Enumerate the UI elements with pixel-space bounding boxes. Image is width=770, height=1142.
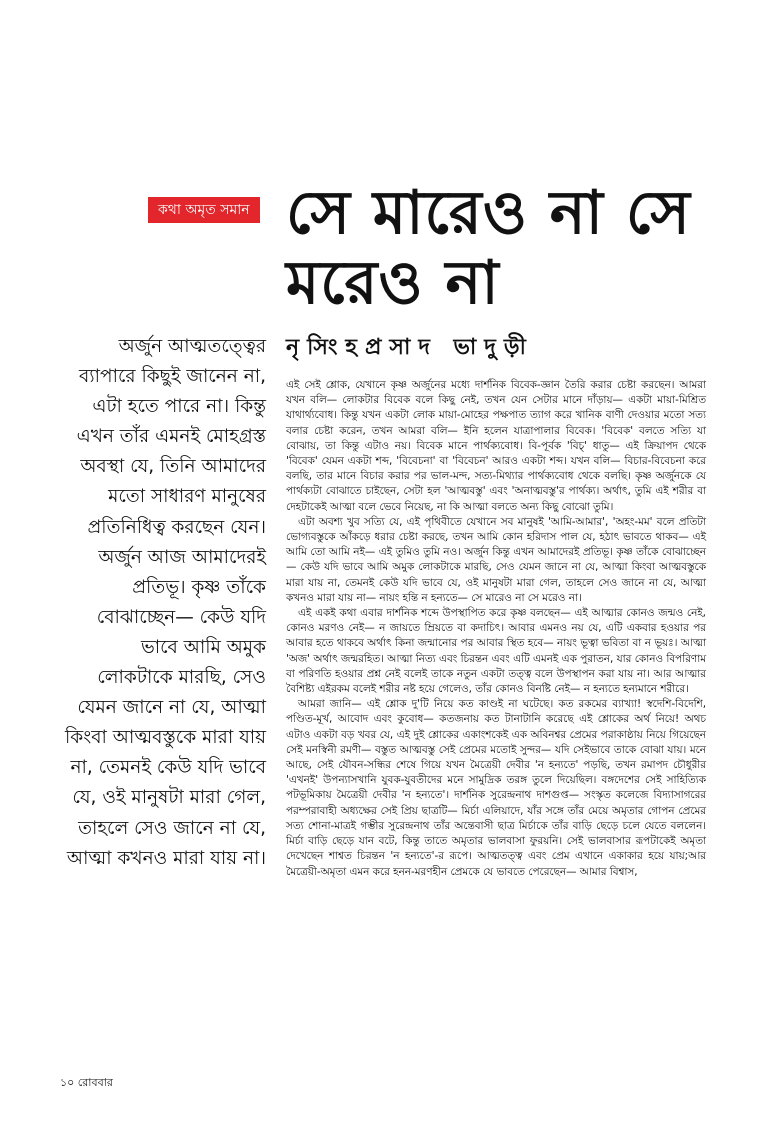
- headline: [286, 178, 746, 318]
- body-paragraph: আমরা জানি— এই শ্লোক দু'টি নিয়ে কত কাণ্ডই না ঘটেছে। কত রকমের ব্যাখ্যা! স্বদেশি-বিদেশি, পণ্ডিত-মূর্খ, আবোদ এবং কুবোধ— কতজনায় কত টানাটানি করেছে এই শ্লোকের অর্থ নিয়ে! অথচ এটাও একটা বড় খবর যে, এই দুই শ্লোকের একাংশকেই এক অবিনশ্বর প্রেমের পরাকাষ্ঠায় নিয়ে গিয়েছেন সেই মনস্বিনী রমণী— বস্তুত আত্মবস্তু সেই প্রেমের মতোই সুন্দর— যদি সেইভাবে তাকে বোঝা যায়। মনে আছে, সেই যৌবন-সন্ধির শেষে গিয়ে যখন মৈত্রেয়ী দেবীর 'ন হন্যতে' পড়ছি, তখন রমাপদ চৌধুরীর 'এখনই' উপন্যাসখানি যুবক-যুবতীদের মনে সামুদ্রিক তরঙ্গ তুলে দিয়েছিল। বঙ্গদেশের সেই সাহিত্যিক পটভূমিকায় মৈত্রেয়ী দেবীর 'ন হন্যতে'। দার্শনিক সুরেন্দ্রনাথ দাশগুপ্ত— সংস্কৃত কলেজে বিদ্যাসাগরের পরম্পরাবাহী অধ্যক্ষের সেই প্রিয় ছাত্রটি— মির্চা এলিয়াদে, যাঁর সঙ্গে তাঁর মেয়ে অমৃতার গোপন প্রেমের সত্য শোনা-মাত্রই গম্ভীর সুরেন্দ্রনাথ তাঁর অন্তেবাসী ছাত্র মির্চাকে তাঁর বাড়ি ছেড়ে চলে যেতে বললেন। মির্চা বাড়ি ছেড়ে যান বটে, কিন্তু তাতে অমৃতার ভালবাসা ফুরয়নি। সেই ভালবাসার রূপটাকেই অমৃতা দেখেছেন শাশ্বত চিরন্তন 'ন হন্যতে'-র রূপে। আত্মতত্ত্ব এবং প্রেম এখানে একাকার হয়ে যায়;আর মৈত্রেয়ী-অমৃতা এমন করে হনন-মরণহীন প্রেমকে যে ভাবতে পেরেছেন— আমার বিশ্বাস,: [286, 698, 706, 878]
- pull-quote: অর্জুন আত্মতত্ত্বের ব্যাপারে কিছুই জানেন না, এটা হতে পারে না। কিন্তু এখন তাঁর এমনই মোহগ্রস্ত অবস্থা যে, তিনি আমাদের মতো সাধারণ মানুষের প্রতিনিধিত্ব করছেন যেন। অর্জুন আজ আমাদেরই প্রতিভূ। কৃষ্ণ তাঁকে বোঝাচ্ছেন— কেউ যদি ভাবে আমি অমুক লোকটাকে মারছি, সেও যেমন জানে না যে, আত্মা কিংবা আত্মবস্তুকে মারা যায় না, তেমনই কেউ যদি ভাবে যে, ওই মানুষটা মারা গেল, তাহলে সেও জানে না যে, আত্মা কখনও মারা যায় না।: [65, 336, 266, 869]
- section-tag: কথা অমৃত সমান: [148, 197, 260, 223]
- headline-line-1: সে মারেও না সে: [286, 178, 691, 248]
- author-byline: নৃসিংহপ্রসাদ ভাদুড়ী: [286, 335, 534, 360]
- body-paragraph: এই একই কথা এবার দার্শনিক শব্দে উপস্থাপিত করে কৃষ্ণ বলছেন— এই আত্মার কোনও জন্মও নেই, কোনও মরণও নেই— ন জায়তে ম্রিয়তে বা কদাচিৎ। আবার এমনও নয় যে, এটি একবার হওয়ার পর আবার হতে থাকবে অর্থাৎ কিনা জন্মানোর পর আবার স্থিত হবে— নায়ং ভূত্বা ভবিতা বা ন ভূয়ঃ। আত্মা 'অজ' অর্থাৎ জন্মরহিত। আত্মা নিত্য এবং চিরন্তন এবং এটি এমনই এক পুরাতন, যার কোনও বিপরিণাম বা পরিণতি হওয়ার প্রশ্ন নেই বলেই তাকে নতুন একটা তত্ত্ব বলে উপস্থাপন করা যায় না। আর আত্মার বৈশিষ্ট্য এইরকম বলেই শরীর নষ্ট হয়ে গেলেও, তাঁর কোনও বিনষ্টি নেই— ন হন্যতে হন্যমানে শরীরে।: [286, 607, 706, 696]
- headline-line-2: মরেও না: [286, 248, 500, 318]
- page-folio: ১০ রোববার: [60, 1076, 113, 1089]
- body-paragraph: এটা অবশ্য খুব সত্যি যে, এই পৃথিবীতে যেখানে সব মানুষই 'আমি-আমার', 'অহং-মম' বলে প্রতিটা ভোগ্যবস্তুকে আঁকড়ে ধরার চেষ্টা করছে, তখন আমি কোন হরিদাস পাল যে, হঠাৎ ভাবতে থাকব— এই আমি তো আমি নই— এই তুমিও তুমি নও। অর্জুন কিন্তু এখন আমাদেরই প্রতিভূ। কৃষ্ণ তাঁকে বোঝাচ্ছেন— কেউ যদি ভাবে আমি অমুক লোকটাকে মারছি, সেও যেমন জানে না যে, আত্মা কিংবা আত্মবস্তুকে মারা যায় না, তেমনই কেউ যদি ভাবে যে, ওই মানুষটা মারা গেল, তাহলে সেও জানে না যে, আত্মা কখনও মারা যায় না— নায়ং হন্তি ন হন্যতে— সে মারেও না সে মরেও না।: [286, 515, 706, 604]
- body-paragraph: এই সেই শ্লোক, যেখানে কৃষ্ণ অর্জুনের মধ্যে দার্শনিক বিবেক-জ্ঞান তৈরি করার চেষ্টা করছেন। আমরা যখন বলি— লোকটার বিবেক বলে কিছু নেই, তখন যেন সেটার মানে দাঁড়ায়— একটা মায়া-মিশ্রিত যাথার্থ্যবোধ। কিন্তু যখন একটা লোক মায়া-মোহের পক্ষপাত ত্যাগ করে খানিক বাণী দেওয়ার মতো সত্য বলার চেষ্টা করেন, তখন আমরা বলি— ইনি হলেন যাত্রাপালার বিবেক। 'বিবেক' বলতে সত্যি যা বোঝায়, তা কিন্তু এটাও নয়। বিবেক মানে পার্থক্যবোধ। বি-পূর্বক 'বিচ্' ধাতু— এই ক্রিয়াপদ থেকে 'বিবেক' যেমন একটা শব্দ, 'বিবেচনা' বা 'বিবেচন' আরও একটা শব্দ। যখন বলি— বিচার-বিবেচনা করে বলছি, তার মানে বিচার করার পর ভাল-মন্দ, সত্য-মিথ্যার পার্থক্যবোধ থেকে বলছি। কৃষ্ণ অর্জুনকে যে পার্থক্যটা বোঝাতে চাইছেন, সেটা হল 'আত্মবস্তু' এবং 'অনাত্মবস্তু'র পার্থক্য। অর্থাৎ, তুমি এই শরীর বা দেহটাকেই আত্মা বলে ভেবে নিয়েছ, না কি আত্মা বলতে অন্য কিছু বোঝো তুমি।: [286, 379, 706, 513]
- article-body: [286, 378, 706, 880]
